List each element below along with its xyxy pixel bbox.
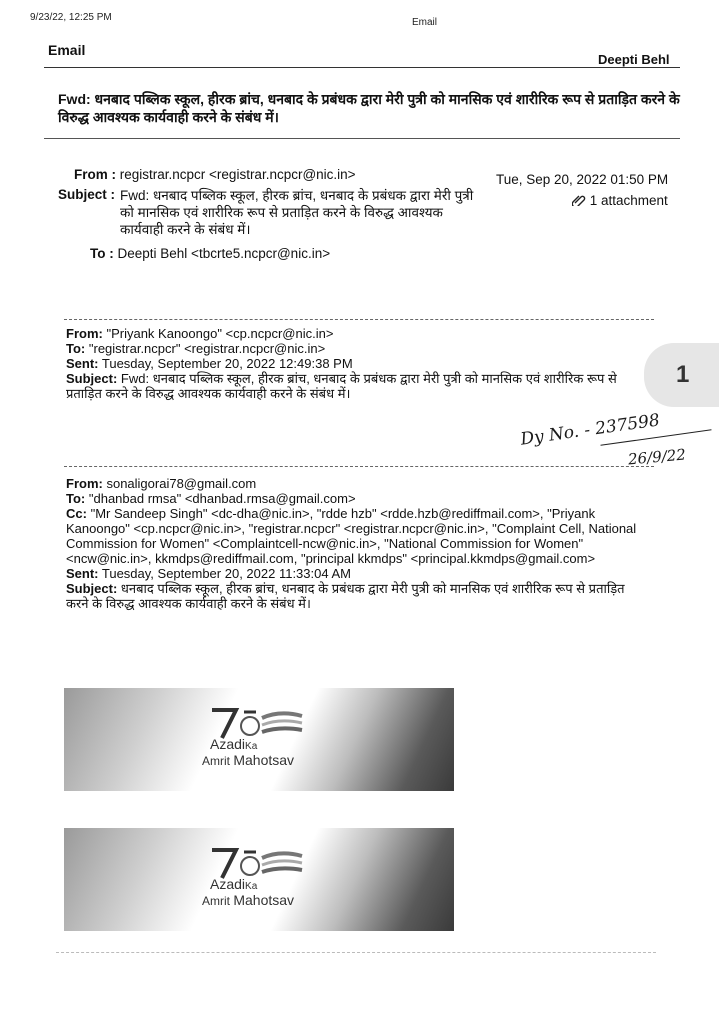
user-name[interactable]: Deepti Behl [598, 52, 670, 67]
to-value[interactable]: Deepti Behl <tbcrte5.ncpcr@nic.in> [117, 246, 331, 261]
fwd1-from-value[interactable]: "Priyank Kanoongo" <cp.ncpcr@nic.in> [106, 326, 334, 341]
paperclip-icon [572, 193, 590, 208]
subject-label-holder [58, 186, 116, 203]
page-number-tab[interactable] [644, 343, 719, 407]
handwritten-date: 26/9/22 [627, 445, 687, 469]
azadi-logo [202, 846, 352, 926]
azadi-logo [202, 706, 352, 786]
fwd2-sent-value: Tuesday, September 20, 2022 11:33:04 AM [101, 566, 351, 581]
subject-value: Fwd: धनबाद पब्लिक स्कूल, हीरक ब्रांच, धनबाद के प्रबंधक द्वारा मेरी पुत्री को मानसिक एवं शारीरिक रूप से प्रताड़ित करने के विरुद्ध आवश्यक कार्यवाही करने के संबंध में। [120, 188, 474, 237]
logo-line-1: AzadiKa [210, 876, 258, 892]
attachment-row[interactable] [572, 192, 668, 209]
email-subject-title: Fwd: धनबाद पब्लिक स्कूल, हीरक ब्रांच, धनबाद के प्रबंधक द्वारा मेरी पुत्री को मानसिक एवं शारीरिक रूप से प्रताड़ित करने के विरुद्ध आवश्यक कार्यवाही करने के संबंध में। [58, 91, 680, 125]
fwd2-sent-label: Sent: [66, 566, 99, 581]
fwd1-sent [66, 356, 646, 371]
fwd1-subject [66, 371, 646, 401]
fwd2-to-label: To: [66, 491, 86, 506]
fwd1-to-label: To: [66, 341, 86, 356]
fwd2-subject [66, 581, 648, 611]
fwd1-subject-label: Subject: [66, 371, 118, 386]
forward-1 [66, 326, 646, 401]
azadi-banner-1 [64, 688, 454, 791]
fwd2-subject-value: धनबाद पब्लिक स्कूल, हीरक ब्रांच, धनबाद के प्रबंधक द्वारा मेरी पुत्री को मानसिक एवं शारीरिक रूप से प्रताड़ित करने के विरुद्ध आवश्यक कार्यवाही करने के संबंध में। [66, 581, 625, 611]
footer-divider [56, 952, 656, 953]
fwd1-from [66, 326, 646, 341]
fwd1-to-value[interactable]: "registrar.ncpcr" <registrar.ncpcr@nic.in> [88, 341, 326, 356]
forward-2 [66, 476, 648, 611]
fwd1-sent-value: Tuesday, September 20, 2022 12:49:38 PM [101, 356, 353, 371]
app-title: Email [48, 42, 86, 58]
print-timestamp: 9/23/22, 12:25 PM [30, 12, 112, 23]
page-number: 1 [676, 361, 690, 388]
header-divider [44, 67, 680, 68]
logo-line-2: Amrit Mahotsav [202, 892, 295, 908]
fwd2-cc [66, 506, 648, 566]
fwd2-sent [66, 566, 648, 581]
fwd2-to-value[interactable]: "dhanbad rmsa" <dhanbad.rmsa@gmail.com> [88, 491, 356, 506]
email-date: Tue, Sep 20, 2022 01:50 PM [496, 172, 669, 187]
fwd2-from [66, 476, 648, 491]
forward-divider [64, 466, 654, 467]
to-label: To : [90, 246, 114, 261]
attachment-count: 1 attachment [589, 193, 668, 208]
subject-label: Subject : [58, 187, 116, 202]
from-label: From : [74, 167, 116, 182]
fwd1-subject-value: Fwd: धनबाद पब्लिक स्कूल, हीरक ब्रांच, धनबाद के प्रबंधक द्वारा मेरी पुत्री को मानसिक एवं शारीरिक रूप से प्रताड़ित करने के विरुद्ध आवश्यक कार्यवाही करने के संबंध में। [66, 371, 617, 401]
from-row [74, 166, 356, 183]
fwd2-to [66, 491, 648, 506]
subject-divider [44, 138, 680, 139]
azadi-banner-2 [64, 828, 454, 931]
fwd1-from-label: From: [66, 326, 103, 341]
fwd2-from-label: From: [66, 476, 103, 491]
body-divider [64, 319, 654, 320]
logo-line-2: Amrit Mahotsav [202, 752, 295, 768]
fwd2-cc-value[interactable]: "Mr Sandeep Singh" <dc-dha@nic.in>, "rdde hzb" <rdde.hzb@rediffmail.com>, "Priyank Kanoongo" <cp.ncpcr@nic.in>, "registrar.ncpcr" <registrar.ncpcr@nic.in>, "Complaint Cell, National Commission for Women" <Complaintcell-ncw@nic.in>, "National Commission for Women" <ncw@nic.in>, kkmdps@rediffmail.com, "principal kkmdps" <principal.kkmdps@gmail.com> [66, 506, 637, 566]
to-row [90, 245, 330, 262]
logo-line-1: AzadiKa [210, 736, 258, 752]
fwd1-to [66, 341, 646, 356]
from-value[interactable]: registrar.ncpcr <registrar.ncpcr@nic.in> [119, 167, 356, 182]
fwd1-sent-label: Sent: [66, 356, 99, 371]
fwd2-cc-label: Cc: [66, 506, 87, 521]
print-title: Email [412, 17, 438, 28]
azadi-75-icon [210, 706, 305, 740]
fwd2-subject-label: Subject: [66, 581, 118, 596]
azadi-75-icon [210, 846, 305, 880]
handwritten-diary-number: Dy No. - 237598 [519, 410, 662, 450]
fwd2-from-value[interactable]: sonaligorai78@gmail.com [106, 476, 257, 491]
